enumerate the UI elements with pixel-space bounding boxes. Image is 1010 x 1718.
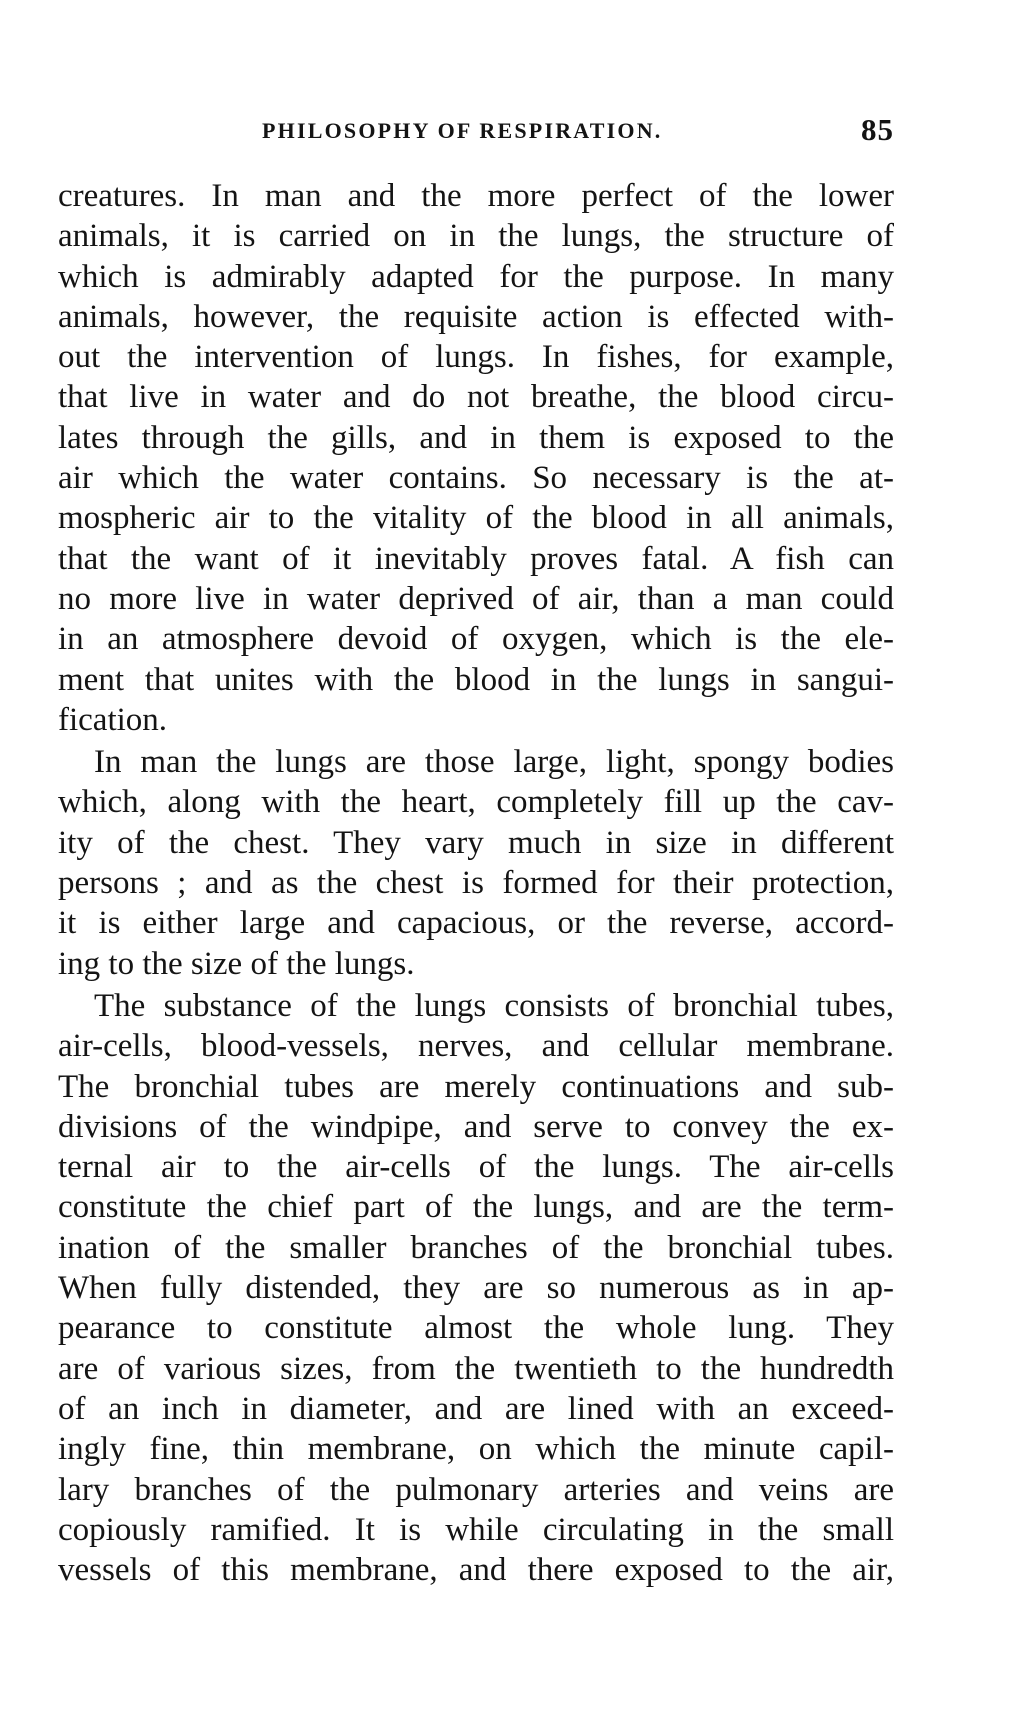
text-line: which is admirably adapted for the purpose. In many [58, 258, 894, 295]
text-line: lary branches of the pulmonary arteries and veins are [58, 1471, 894, 1508]
text-line: air which the water contains. So necessary is the at- [58, 460, 894, 497]
text-line: The substance of the lungs consists of bronchial tubes, [94, 987, 894, 1024]
running-head-title: PHILOSOPHY OF RESPIRATION. [262, 118, 663, 143]
text-line: pearance to constitute almost the whole lung. They [58, 1310, 894, 1347]
text-line: no more live in water deprived of air, than a man could [58, 580, 894, 617]
text-line: The bronchial tubes are merely continuations and sub- [58, 1068, 894, 1105]
text-line: creatures. In man and the more perfect of the lower [58, 178, 894, 214]
text-line: divisions of the windpipe, and serve to convey the ex- [58, 1108, 894, 1145]
text-line: copiously ramified. It is while circulating in the small [58, 1511, 894, 1548]
text-line: ination of the smaller branches of the bronchial tubes. [58, 1229, 894, 1266]
text-line: in an atmosphere devoid of oxygen, which is the ele- [58, 621, 894, 658]
text-line: are of various sizes, from the twentieth to the hundredth [58, 1350, 894, 1387]
text-line: lates through the gills, and in them is exposed to the [58, 419, 894, 456]
text-line: mospheric air to the vitality of the blood in all animals, [58, 500, 894, 537]
text-line: ment that unites with the blood in the lungs in sangui- [58, 661, 894, 698]
running-head [58, 112, 904, 152]
text-line: that the want of it inevitably proves fatal. A fish can [58, 540, 894, 577]
text-line: constitute the chief part of the lungs, and are the term- [58, 1189, 894, 1226]
text-line: animals, however, the requisite action is effected with- [58, 298, 894, 335]
text-line: air-cells, blood-vessels, nerves, and cellular membrane. [58, 1028, 894, 1065]
text-line: which, along with the heart, completely fill up the cav- [58, 784, 894, 821]
text-line: out the intervention of lungs. In fishes, for example, [58, 339, 894, 376]
paragraph-lungs [58, 742, 894, 984]
text-line: of an inch in diameter, and are lined with an exceed- [58, 1390, 894, 1427]
text-line: it is either large and capacious, or the reverse, accord- [58, 905, 894, 942]
page-number: 85 [861, 112, 894, 147]
text-line: ternal air to the air-cells of the lungs. The air-cells [58, 1149, 894, 1186]
text-line: fication. [58, 701, 168, 738]
text-line: that live in water and do not breathe, the blood circu- [58, 379, 894, 416]
text-line: vessels of this membrane, and there exposed to the air, [58, 1552, 894, 1589]
paragraph-creatures [58, 176, 894, 740]
body-text [58, 176, 894, 1590]
paragraph-substance [58, 986, 894, 1590]
text-line: ity of the chest. They vary much in size in different [58, 824, 894, 861]
text-line: persons ; and as the chest is formed for their protection, [58, 865, 894, 902]
text-line: ingly fine, thin membrane, on which the minute capil- [58, 1431, 894, 1468]
text-line: In man the lungs are those large, light, spongy bodies [94, 744, 894, 781]
text-line: animals, it is carried on in the lungs, the structure of [58, 218, 894, 255]
text-line: When fully distended, they are so numerous as in ap- [58, 1270, 894, 1307]
text-line: ing to the size of the lungs. [58, 945, 415, 982]
